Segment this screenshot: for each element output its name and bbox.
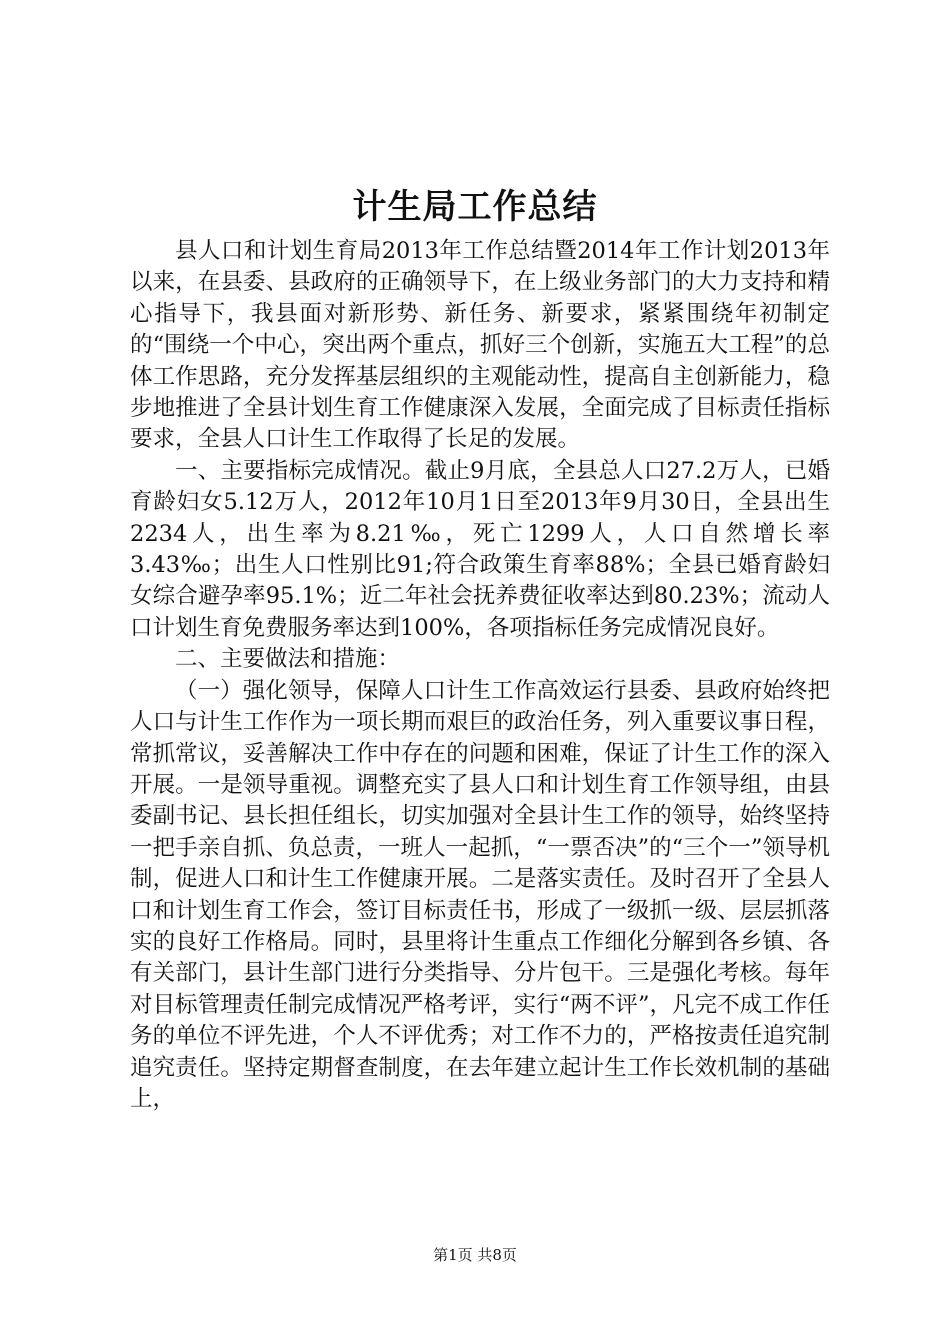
page-number-footer: 第1页 共8页 <box>433 1246 517 1264</box>
leadership-paragraph: （一）强化领导，保障人口计生工作高效运行县委、县政府始终把人口与计生工作作为一项长期而艰巨的政治任务，列入重要议事日程，常抓常议，妥善解决工作中存在的问题和困难，保证了计生工作的深入开展。一是领导重视。调整充实了县人口和计划生育工作领导组，由县委副书记、县长担任组长，切实加强对全县计生工作的领导，始终坚持一把手亲自抓、负总责，一班人一起抓，“一票否决”的“三个一”领导机制，促进人口和计生工作健康开展。二是落实责任。及时召开了全县人口和计划生育工作会，签订目标责任书，形成了一级抓一级、层层抓落实的良好工作格局。同时，县里将计生重点工作细化分解到各乡镇、各有关部门，县计生部门进行分类指导、分片包干。三是强化考核。每年对目标管理责任制完成情况严格考评，实行“两不评”，凡完不成工作任务的单位不评先进，个人不评优秀；对工作不力的，严格按责任追究制追究责任。坚持定期督查制度，在去年建立起计生工作长效机制的基础上， <box>130 677 830 1112</box>
indicators-paragraph: 一、主要指标完成情况。截止9月底，全县总人口27.2万人，已婚育龄妇女5.12万人，2012年10月1日至2013年9月30日，全县出生2234人，出生率为8.21‰，死亡1299人，人口自然增长率3.43‰；出生人口性别比91;符合政策生育率88%；全县已婚育龄妇女综合避孕率95.1%；近二年社会抚养费征收率达到80.23%；流动人口计划生育免费服务率达到100%，各项指标任务完成情况良好。 <box>130 457 830 641</box>
intro-paragraph: 县人口和计划生育局2013年工作总结暨2014年工作计划2013年以来，在县委、县政府的正确领导下，在上级业务部门的大力支持和精心指导下，我县面对新形势、新任务、新要求，紧紧围绕年初制定的“围绕一个中心，突出两个重点，抓好三个创新，实施五大工程”的总体工作思路，充分发挥基层组织的主观能动性，提高自主创新能力，稳步地推进了全县计划生育工作健康深入发展，全面完成了目标责任指标要求，全县人口计生工作取得了长足的发展。 <box>130 238 830 453</box>
document-body <box>130 236 830 1115</box>
measures-heading: 二、主要做法和措施： <box>175 646 401 673</box>
document-title: 计生局工作总结 <box>352 187 598 227</box>
